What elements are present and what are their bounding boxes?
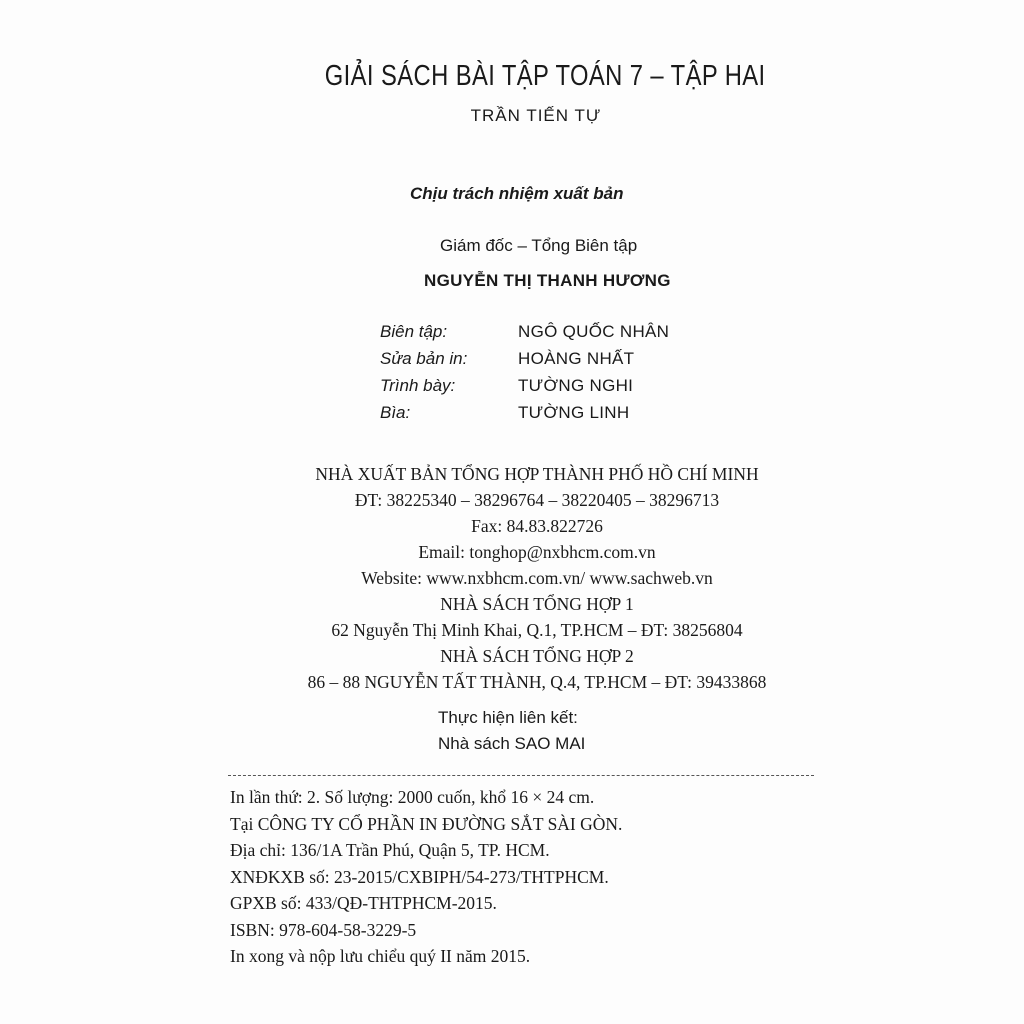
- staff-credits: [380, 322, 669, 430]
- staff-row-editor: [380, 322, 669, 349]
- publisher-phones: ĐT: 38225340 – 38296764 – 38220405 – 38296713: [354, 490, 720, 510]
- staff-row-layout: [380, 376, 669, 403]
- staff-role: Sửa bản in:: [380, 349, 468, 368]
- publishing-responsibility-heading: Chịu trách nhiệm xuất bản: [410, 184, 624, 203]
- publisher-block: [0, 461, 1024, 695]
- partner-block: [438, 705, 585, 757]
- staff-name: NGÔ QUỐC NHÂN: [518, 322, 670, 341]
- printer: Tại CÔNG TY CỔ PHẦN IN ĐƯỜNG SẮT SÀI GÒN.: [230, 813, 623, 834]
- staff-role: Biên tập:: [380, 322, 448, 341]
- printer-address: Địa chỉ: 136/1A Trần Phú, Quận 5, TP. HCM.: [230, 840, 550, 860]
- staff-name: HOÀNG NHẤT: [518, 349, 635, 368]
- staff-row-proofreader: [380, 349, 669, 376]
- store2-address: 86 – 88 NGUYỄN TẤT THÀNH, Q.4, TP.HCM – ĐT: 39433868: [307, 672, 767, 692]
- colophon-block: [230, 784, 622, 970]
- print-run: In lần thứ: 2. Số lượng: 2000 cuốn, khổ 16 × 24 cm.: [230, 787, 595, 807]
- deposit-note: In xong và nộp lưu chiểu quý II năm 2015.: [230, 946, 531, 966]
- isbn: ISBN: 978-604-58-3229-5: [230, 919, 417, 940]
- publisher-fax: Fax: 84.83.822726: [471, 516, 603, 536]
- partner-label: Thực hiện liên kết:: [438, 708, 578, 727]
- publishing-license: GPXB số: 433/QĐ-THTPHCM-2015.: [230, 893, 497, 913]
- store1-name: NHÀ SÁCH TỔNG HỢP 1: [440, 594, 634, 614]
- book-title: GIẢI SÁCH BÀI TẬP TOÁN 7 – TẬP HAI: [324, 60, 766, 92]
- publisher-email: Email: tonghop@nxbhcm.com.vn: [418, 542, 656, 562]
- director-name: NGUYỄN THỊ THANH HƯƠNG: [424, 271, 671, 290]
- divider-line: [228, 775, 814, 776]
- store1-address: 62 Nguyễn Thị Minh Khai, Q.1, TP.HCM – ĐT: 38256804: [331, 620, 743, 640]
- author-name: TRẦN TIẾN TỰ: [470, 106, 602, 125]
- staff-role: Bìa:: [380, 403, 411, 422]
- staff-name: TƯỜNG NGHI: [518, 376, 634, 395]
- registration-number: XNĐKXB số: 23-2015/CXBIPH/54-273/THTPHCM.: [230, 866, 609, 887]
- staff-row-cover: [380, 403, 669, 430]
- store2-name: NHÀ SÁCH TỔNG HỢP 2: [440, 646, 634, 666]
- partner-name: Nhà sách SAO MAI: [438, 734, 586, 753]
- director-role: Giám đốc – Tổng Biên tập: [440, 236, 638, 255]
- staff-name: TƯỜNG LINH: [518, 403, 630, 422]
- staff-role: Trình bày:: [380, 376, 456, 395]
- publisher-website: Website: www.nxbhcm.com.vn/ www.sachweb.vn: [361, 568, 713, 588]
- publisher-name: NHÀ XUẤT BẢN TỔNG HỢP THÀNH PHỐ HỒ CHÍ MINH: [315, 464, 759, 484]
